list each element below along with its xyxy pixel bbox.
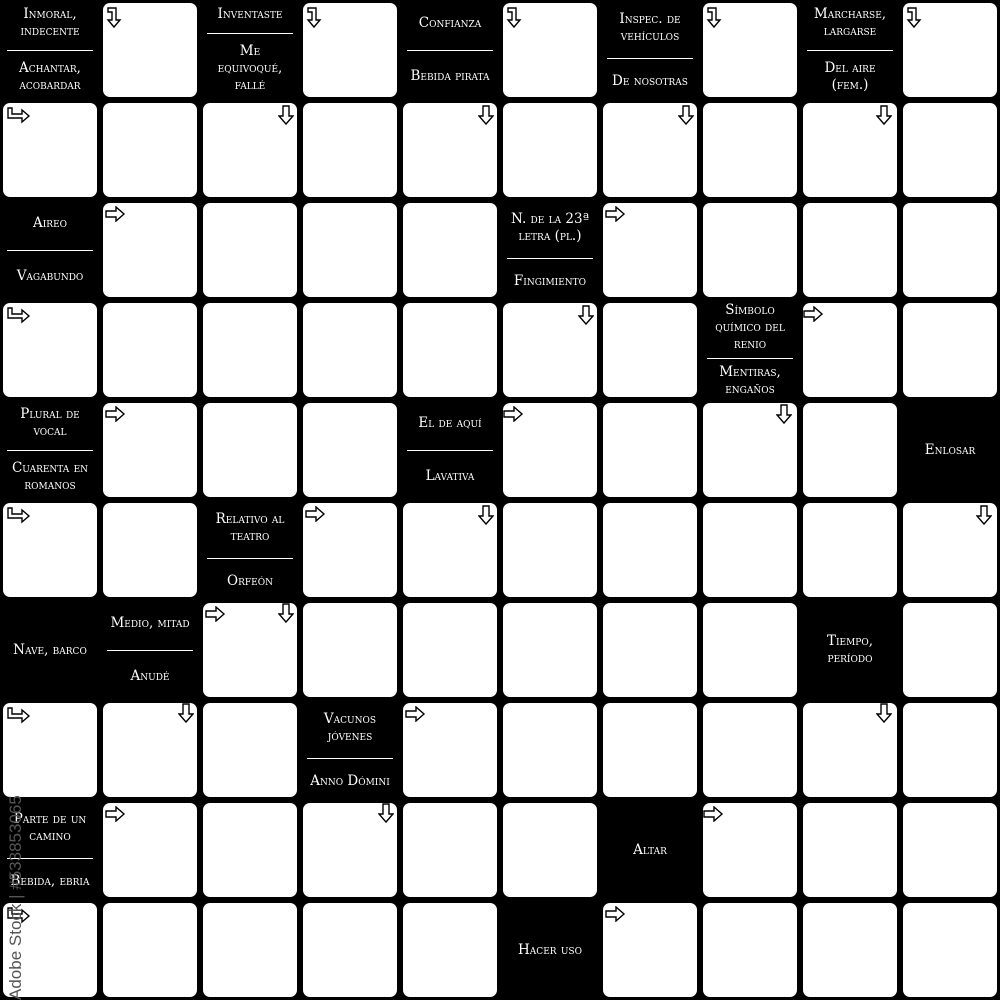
answer-cell-r6c5[interactable]: [503, 603, 597, 697]
clue-text: Me equivoqué, fallé: [217, 42, 283, 93]
clue-cell-r0c6: [600, 0, 700, 100]
answer-cell-r2c2[interactable]: [203, 203, 297, 297]
answer-cell-r6c7[interactable]: [703, 603, 797, 697]
clue-text: Anno Dómini: [310, 772, 390, 789]
clue-text: Vacunos jóvenes: [323, 710, 377, 744]
clue-cell-r2c0: [0, 200, 100, 300]
clue-divider: [7, 50, 93, 51]
answer-cell-r7c9[interactable]: [903, 703, 997, 797]
answer-cell-r2c3[interactable]: [303, 203, 397, 297]
clue-text: Cuarenta en romanos: [11, 459, 89, 493]
answer-cell-r5c7[interactable]: [703, 503, 797, 597]
answer-cell-r5c0[interactable]: [3, 503, 97, 597]
clue-cell-r7c3: [300, 700, 400, 800]
clue-cell-r5c2: [200, 500, 300, 600]
answer-cell-r1c3[interactable]: [303, 103, 397, 197]
answer-cell-r1c8[interactable]: [803, 103, 897, 197]
answer-cell-r6c2[interactable]: [203, 603, 297, 697]
answer-cell-r5c4[interactable]: [403, 503, 497, 597]
clue-text: Plural de vocal: [20, 406, 80, 440]
answer-cell-r0c7[interactable]: [703, 3, 797, 97]
clue-divider: [207, 558, 293, 559]
answer-cell-r1c5[interactable]: [503, 103, 597, 197]
answer-cell-r9c9[interactable]: [903, 903, 997, 997]
answer-cell-r5c5[interactable]: [503, 503, 597, 597]
clue-cell-r6c1: [100, 600, 200, 700]
answer-cell-r7c5[interactable]: [503, 703, 597, 797]
clue-text: Fingimiento: [513, 272, 587, 289]
answer-cell-r1c7[interactable]: [703, 103, 797, 197]
answer-cell-r3c8[interactable]: [803, 303, 897, 397]
clue-cell-r8c6: [600, 800, 700, 900]
clue-text: Mentiras, engaños: [719, 364, 781, 397]
answer-cell-r6c9[interactable]: [903, 603, 997, 697]
answer-cell-r8c5[interactable]: [503, 803, 597, 897]
answer-cell-r1c1[interactable]: [103, 103, 197, 197]
answer-cell-r9c7[interactable]: [703, 903, 797, 997]
answer-cell-r7c8[interactable]: [803, 703, 897, 797]
answer-cell-r8c9[interactable]: [903, 803, 997, 897]
answer-cell-r3c5[interactable]: [503, 303, 597, 397]
clue-text: Achantar, acobardar: [19, 59, 81, 93]
clue-divider: [507, 258, 593, 259]
answer-cell-r2c8[interactable]: [803, 203, 897, 297]
answer-cell-r3c3[interactable]: [303, 303, 397, 397]
clue-text: Bebida pirata: [410, 68, 490, 85]
clue-text: Medio, mitad: [110, 614, 190, 631]
answer-cell-r7c2[interactable]: [203, 703, 297, 797]
clue-text: Confianza: [418, 14, 482, 31]
answer-cell-r4c6[interactable]: [603, 403, 697, 497]
clue-cell-r0c0: [0, 0, 100, 100]
answer-cell-r1c6[interactable]: [603, 103, 697, 197]
clue-text: Marcharse, largarse: [813, 6, 887, 40]
answer-cell-r8c1[interactable]: [103, 803, 197, 897]
answer-cell-r2c1[interactable]: [103, 203, 197, 297]
clue-cell-r6c0: [0, 600, 100, 700]
answer-cell-r3c4[interactable]: [403, 303, 497, 397]
clue-text: Nave, barco: [13, 641, 87, 658]
clue-text: Hacer uso: [518, 941, 582, 958]
answer-cell-r4c1[interactable]: [103, 403, 197, 497]
answer-cell-r3c6[interactable]: [603, 303, 697, 397]
clue-text: N. de la 23ª letra (pl.): [511, 210, 589, 244]
answer-cell-r0c3[interactable]: [303, 3, 397, 97]
clue-text: Altar: [633, 841, 667, 858]
clue-cell-r0c4: [400, 0, 500, 100]
answer-cell-r9c2[interactable]: [203, 903, 297, 997]
answer-cell-r5c6[interactable]: [603, 503, 697, 597]
clue-text: Lavativa: [425, 468, 475, 485]
answer-cell-r1c4[interactable]: [403, 103, 497, 197]
clue-text: Del aire (fem.): [824, 59, 876, 93]
clue-divider: [207, 33, 293, 34]
clue-cell-r9c5: [500, 900, 600, 1000]
answer-cell-r7c7[interactable]: [703, 703, 797, 797]
clue-cell-r2c5: [500, 200, 600, 300]
clue-text: Aireo: [32, 214, 68, 231]
answer-cell-r3c2[interactable]: [203, 303, 297, 397]
answer-cell-r5c3[interactable]: [303, 503, 397, 597]
answer-cell-r2c9[interactable]: [903, 203, 997, 297]
answer-cell-r2c4[interactable]: [403, 203, 497, 297]
answer-cell-r3c1[interactable]: [103, 303, 197, 397]
answer-cell-r9c1[interactable]: [103, 903, 197, 997]
answer-cell-r9c3[interactable]: [303, 903, 397, 997]
answer-cell-r3c0[interactable]: [3, 303, 97, 397]
clue-cell-r0c2: [200, 0, 300, 100]
answer-cell-r6c3[interactable]: [303, 603, 397, 697]
clue-divider: [407, 50, 493, 51]
clue-divider: [807, 50, 893, 51]
answer-cell-r8c2[interactable]: [203, 803, 297, 897]
answer-cell-r7c6[interactable]: [603, 703, 697, 797]
clue-text: El de aquí: [418, 414, 482, 431]
answer-cell-r4c5[interactable]: [503, 403, 597, 497]
clue-text: Relativo al teatro: [215, 510, 285, 544]
answer-cell-r9c8[interactable]: [803, 903, 897, 997]
clue-cell-r4c0: [0, 400, 100, 500]
watermark-text: Adobe Stock | #533853065: [6, 795, 25, 1000]
answer-cell-r4c2[interactable]: [203, 403, 297, 497]
answer-cell-r0c1[interactable]: [103, 3, 197, 97]
clue-text: Inmoral, indecente: [20, 6, 80, 40]
clue-divider: [107, 650, 193, 651]
answer-cell-r0c9[interactable]: [903, 3, 997, 97]
clue-text: Enlosar: [924, 441, 976, 458]
answer-cell-r1c9[interactable]: [903, 103, 997, 197]
answer-cell-r9c6[interactable]: [603, 903, 697, 997]
answer-cell-r7c1[interactable]: [103, 703, 197, 797]
clue-cell-r3c7: [700, 300, 800, 400]
clue-text: Inventaste: [217, 6, 283, 23]
answer-cell-r8c8[interactable]: [803, 803, 897, 897]
clue-text: Inspec. de vehículos: [619, 10, 681, 44]
clue-divider: [7, 450, 93, 451]
clue-divider: [707, 358, 793, 359]
answer-cell-r8c7[interactable]: [703, 803, 797, 897]
answer-cell-r7c4[interactable]: [403, 703, 497, 797]
answer-cell-r1c0[interactable]: [3, 103, 97, 197]
clue-text: Parte de un camino: [13, 810, 87, 844]
answer-cell-r3c9[interactable]: [903, 303, 997, 397]
answer-cell-r5c1[interactable]: [103, 503, 197, 597]
clue-cell-r0c8: [800, 0, 900, 100]
clue-divider: [407, 450, 493, 451]
answer-cell-r0c5[interactable]: [503, 3, 597, 97]
clue-cell-r4c9: [900, 400, 1000, 500]
clue-text: Bebida, ebria: [10, 872, 90, 889]
answer-cell-r2c6[interactable]: [603, 203, 697, 297]
clue-cell-r4c4: [400, 400, 500, 500]
clue-divider: [607, 58, 693, 59]
answer-cell-r4c3[interactable]: [303, 403, 397, 497]
answer-cell-r1c2[interactable]: [203, 103, 297, 197]
clue-text: Vagabundo: [16, 268, 84, 285]
answer-cell-r6c6[interactable]: [603, 603, 697, 697]
answer-cell-r4c7[interactable]: [703, 403, 797, 497]
answer-cell-r9c4[interactable]: [403, 903, 497, 997]
clue-text: Anudé: [130, 668, 170, 685]
answer-cell-r8c4[interactable]: [403, 803, 497, 897]
answer-cell-r8c3[interactable]: [303, 803, 397, 897]
answer-cell-r7c0[interactable]: [3, 703, 97, 797]
answer-cell-r4c8[interactable]: [803, 403, 897, 497]
answer-cell-r5c9[interactable]: [903, 503, 997, 597]
answer-cell-r5c8[interactable]: [803, 503, 897, 597]
answer-cell-r6c4[interactable]: [403, 603, 497, 697]
clue-text: Símbolo químico del renio: [715, 302, 785, 352]
clue-text: Tiempo, período: [826, 633, 874, 666]
clue-text: De nosotras: [612, 72, 688, 89]
clue-divider: [307, 758, 393, 759]
answer-cell-r2c7[interactable]: [703, 203, 797, 297]
clue-divider: [7, 250, 93, 251]
clue-text: Orfeón: [227, 572, 273, 589]
clue-cell-r6c8: [800, 600, 900, 700]
